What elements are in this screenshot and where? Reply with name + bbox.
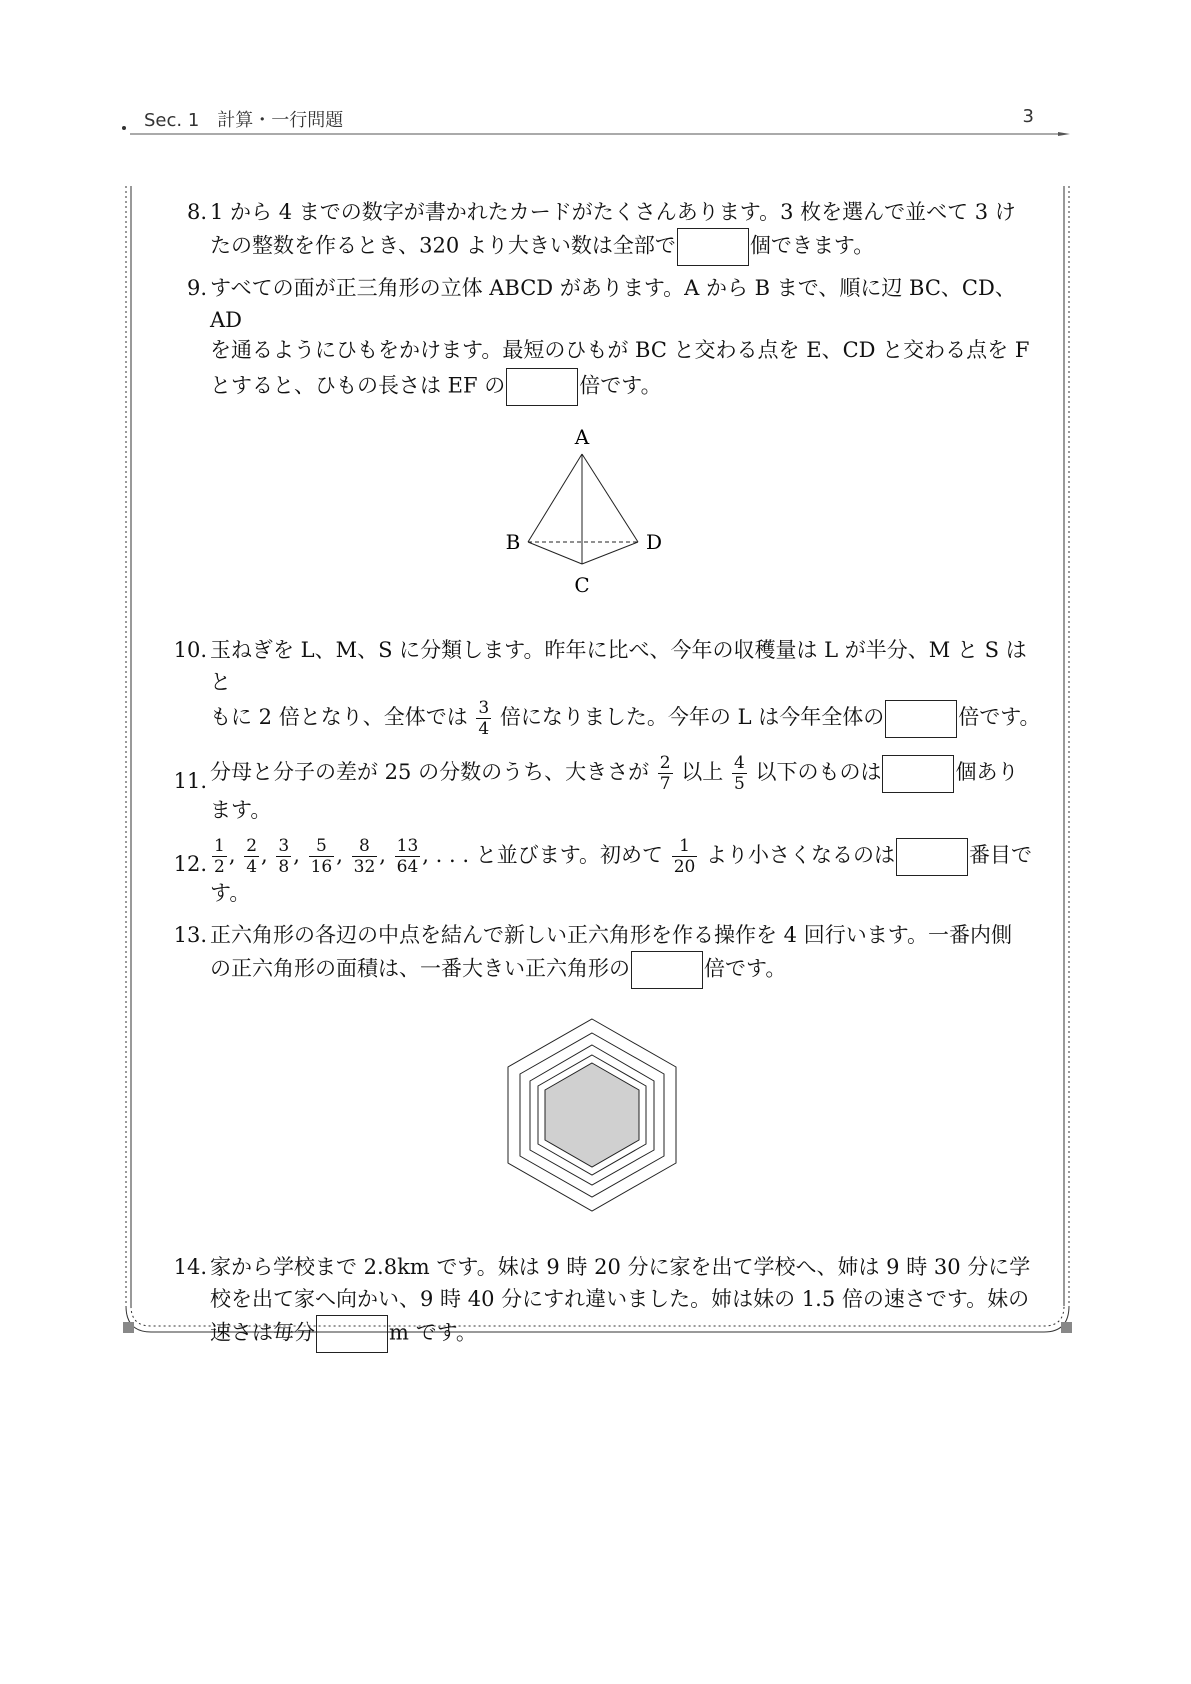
sequence-fraction: $\frac{3}{8}$ [278,836,290,877]
section-title: Sec. 1 計算・一行問題 [144,110,344,131]
fraction: $\frac{4}{5}$ [733,753,745,794]
question-text-line: 正六角形の各辺の中点を結んで新しい正六角形を作る操作を 4 回行います。一番内側 [210,923,1013,947]
sequence-fraction: $\frac{5}{16}$ [310,836,333,877]
question-9 [165,272,1045,406]
question-number: 12. [173,852,207,876]
question-14 [165,1251,1045,1353]
answer-box[interactable] [631,951,703,989]
question-text-line: 分母と分子の差が 25 の分数のうち、大きさが $\frac{2}{7}$ 以上 $\frac{4}{5}$ 以下のものは 個あり [210,753,1019,794]
question-text-line: の正六角形の面積は、一番大きい正六角形の 倍です。 [210,951,1045,989]
question-text-line: とすると、ひもの長さは EF の 倍です。 [210,368,1045,406]
question-text-line: 玉ねぎを L、M、S に分類します。昨年に比べ、今年の収穫量は L が半分、M と S はと [210,638,1027,694]
answer-box[interactable] [896,838,968,876]
vertex-label-b: B [505,530,521,554]
answer-box[interactable] [677,228,749,266]
question-number: 10. [173,638,207,662]
vertex-label-a: A [574,425,590,449]
answer-box[interactable] [506,368,578,406]
question-text-line: $\frac{1}{2}$ , $\frac{2}{4}$ , $\frac{3}{8}$ , $\frac{5}{16}$ , $\frac{8}{32}$ , $\frac{13}{64}$ , . . . と並びます。初めて $\frac{1}{20}$ より小さくなるのは 番目です。 [210,836,1033,905]
question-text-line: 速さは毎分 m です。 [210,1315,1045,1353]
question-number: 11. [173,769,207,793]
fraction: $\frac{1}{20}$ [673,836,696,877]
question-number: 8. [186,200,207,224]
question-8 [165,196,1045,266]
sequence-fraction: $\frac{1}{2}$ [214,836,225,877]
nested-hexagons-figure [492,1009,692,1229]
sequence-fraction: $\frac{8}{32}$ [353,836,376,877]
question-text-line: 校を出て家へ向かい、9 時 40 分にすれ違いました。姉は妹の 1.5 倍の速さです。妹の [210,1287,1030,1311]
answer-box[interactable] [885,700,957,738]
tetrahedron-figure [482,424,682,614]
vertex-label-c: C [574,573,590,597]
question-text-line: もに 2 倍となり、全体では $\frac{3}{4}$ 倍になりました。今年の L は今年全体の 倍です。 [210,698,1041,739]
question-text-line: 1 から 4 までの数字が書かれたカードがたくさんあります。3 枚を選んで並べて 3 け [210,200,1016,224]
question-13 [165,919,1045,989]
page-number: 3 [1022,106,1034,127]
question-12 [165,836,1045,909]
question-number: 9. [186,276,207,300]
question-text-line: たの整数を作るとき、320 より大きい数は全部で 個できます。 [210,228,1045,266]
answer-box[interactable] [316,1315,388,1353]
fraction: $\frac{3}{4}$ [478,698,490,739]
sequence-fraction: $\frac{13}{64}$ [396,836,419,877]
question-number: 14. [173,1255,207,1279]
question-text-line: を通るようにひもをかけます。最短のひもが BC と交わる点を E、CD と交わる点を F [210,338,1030,362]
question-text-line: ます。 [210,798,272,822]
vertex-label-d: D [645,530,663,554]
question-10 [165,634,1045,739]
question-text-line: 家から学校まで 2.8km です。妹は 9 時 20 分に家を出て学校へ、姉は 9 時 30 分に学 [210,1255,1031,1279]
sequence-fraction: $\frac{2}{4}$ [246,836,258,877]
question-text-line: すべての面が正三角形の立体 ABCD があります。A から B まで、順に辺 BC、CD、AD [210,276,1016,332]
fraction: $\frac{2}{7}$ [659,753,671,794]
question-list [165,196,1045,1353]
answer-box[interactable] [882,755,954,793]
question-number: 13. [173,923,207,947]
question-11 [165,753,1045,826]
